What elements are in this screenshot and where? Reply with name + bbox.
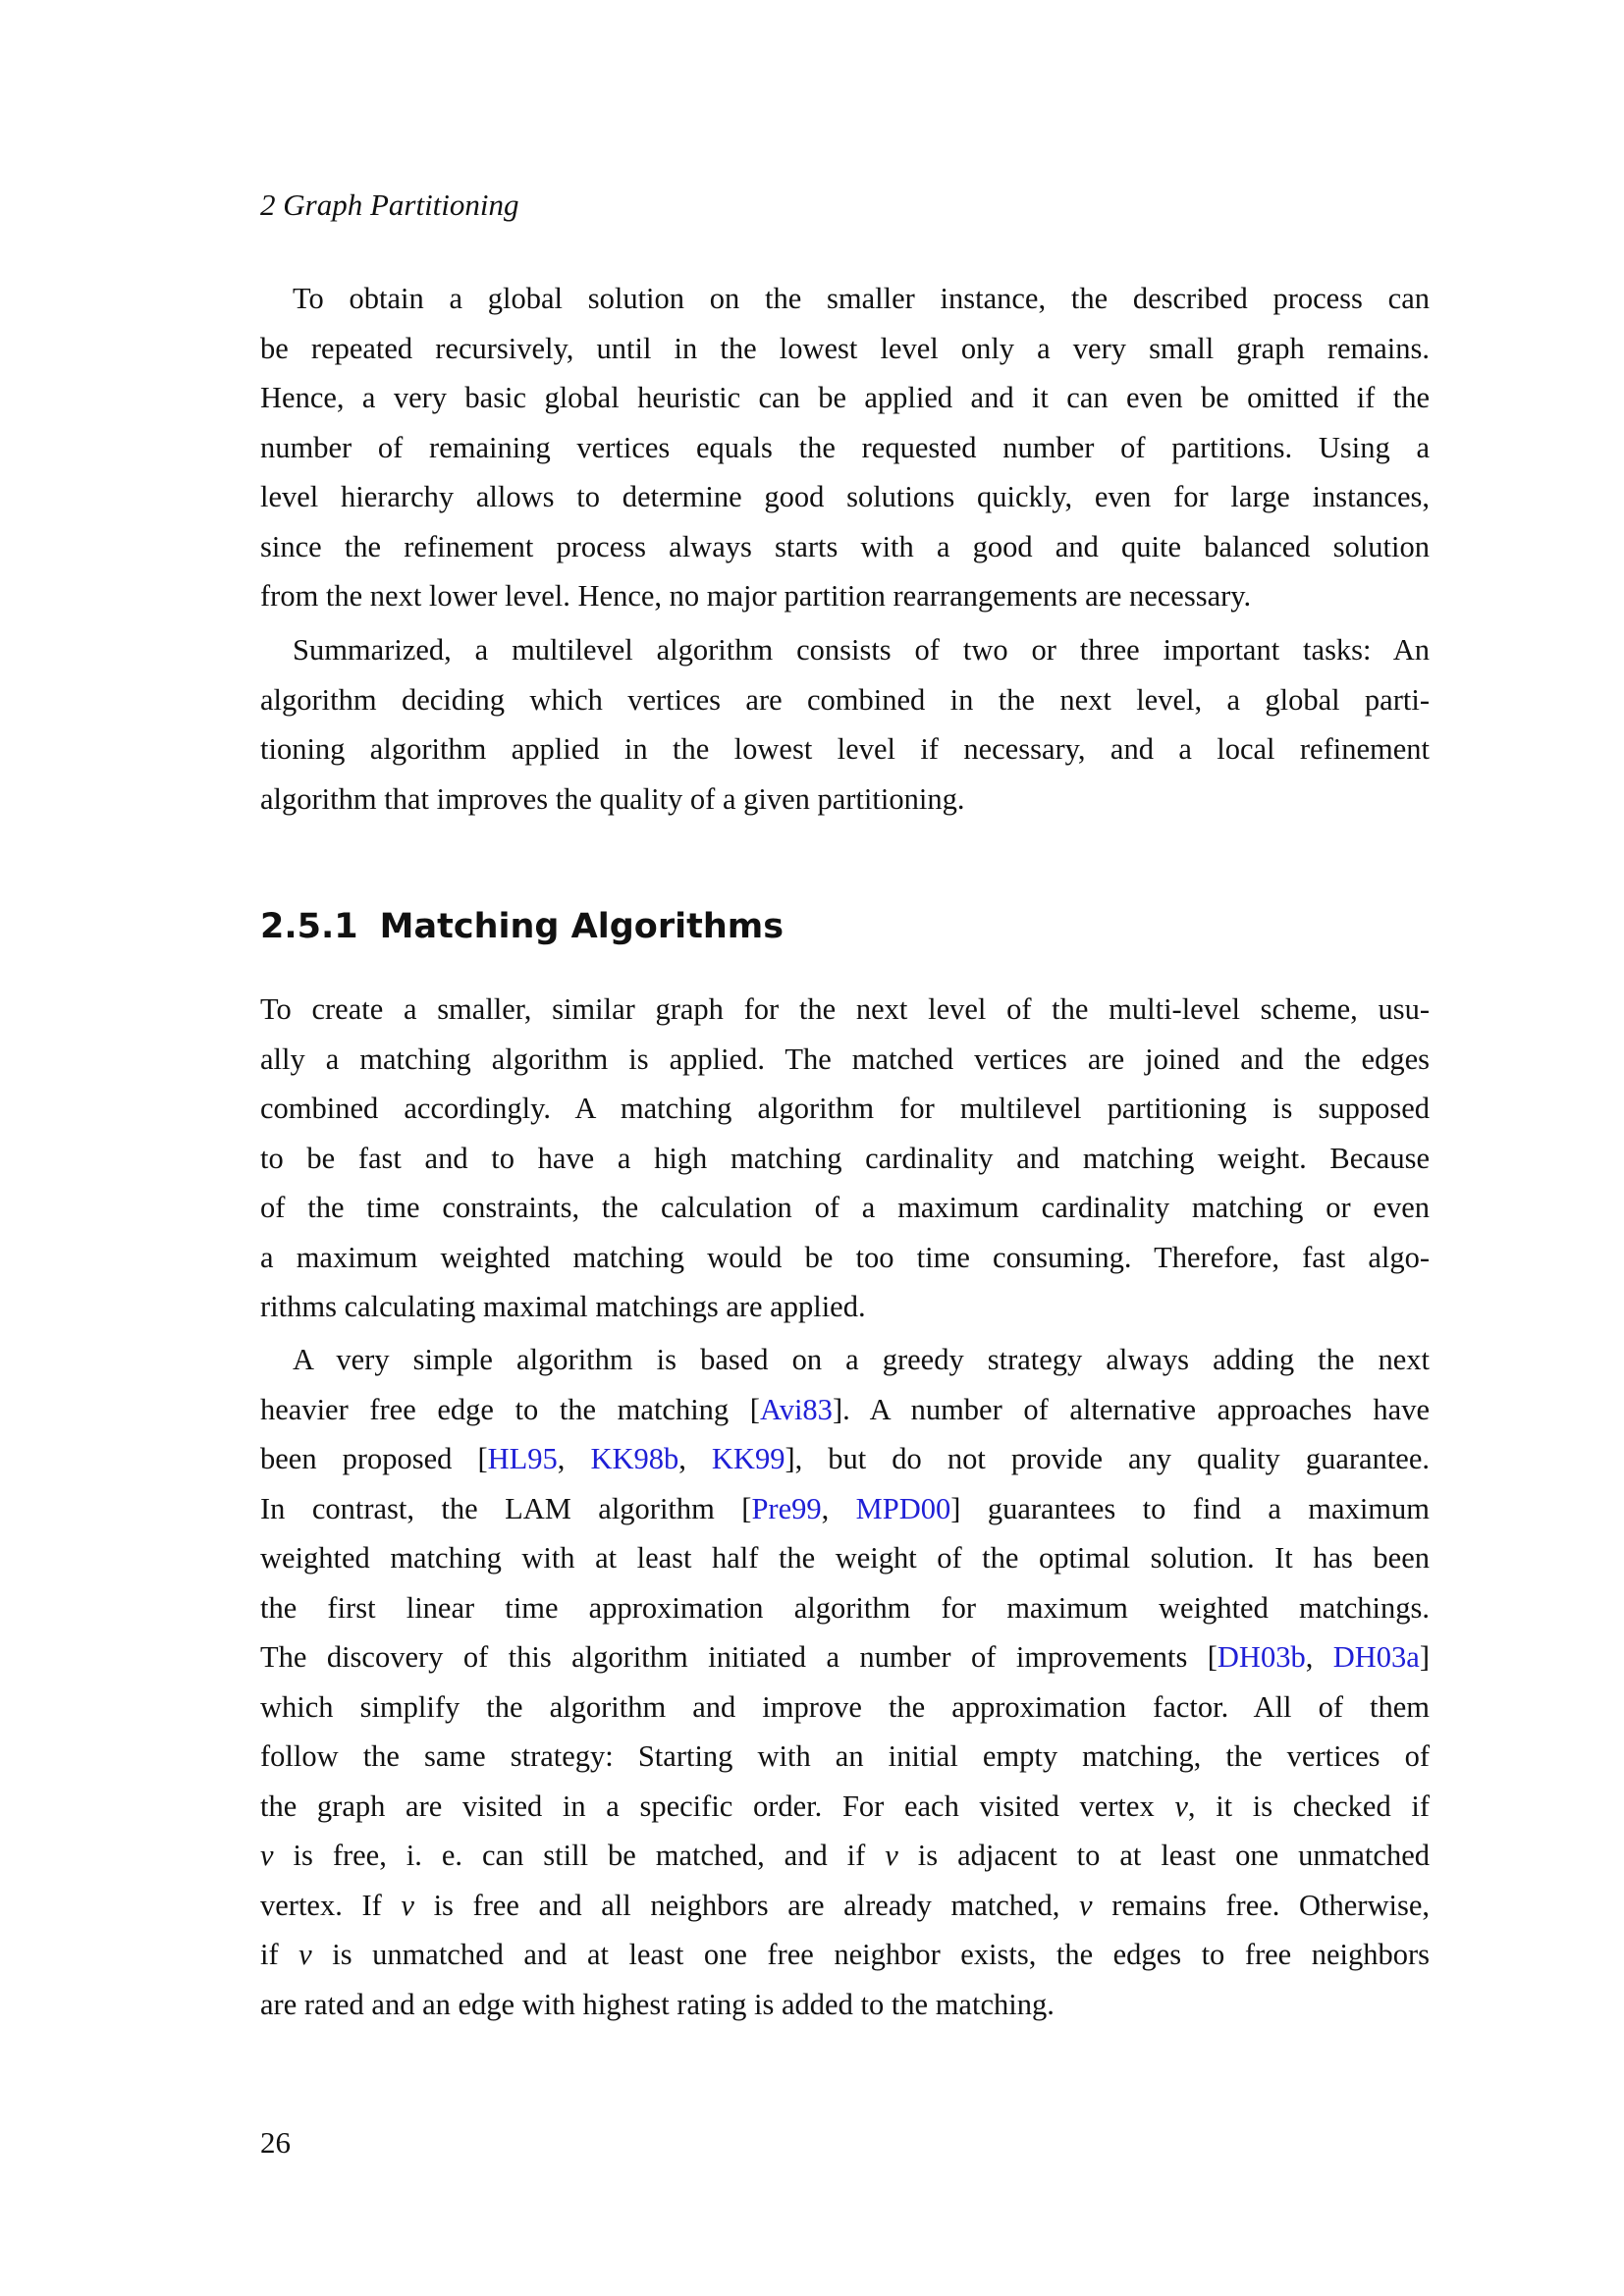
text-line [260,675,1430,725]
text-run: which simplify the algorithm and improve the approximation factor. All of them [260,1689,1430,1724]
text-line [260,985,1430,1035]
text-run: are rated and an edge with highest rating is added to the matching. [260,1987,1055,2021]
text-run: level hierarchy allows to determine good solutions quickly, even for large instances, [260,480,1430,513]
text-run: to be fast and to have a high matching cardinality and matching weight. Because [260,1141,1430,1175]
math-variable: v [260,1839,274,1872]
text-line [260,1484,1430,1534]
section-number: 2.5.1 [260,907,358,946]
text-run: , [678,1442,712,1475]
text-run: ], but do not provide any quality guarantee. [785,1442,1430,1475]
text-line [260,522,1430,572]
text-line [260,373,1430,423]
text-run: , [557,1442,591,1475]
text-line [260,1385,1430,1435]
text-run: To obtain a global solution on the smaller instance, the described process can [293,282,1430,315]
text-run: is unmatched and at least one free neighbor exists, the edges to free neighbors [311,1938,1431,1971]
text-run: is free and all neighbors are already matched, [413,1888,1080,1922]
text-line [260,625,1430,675]
citation-link[interactable]: HL95 [487,1442,558,1475]
paragraph-matching-intro [260,985,1430,1332]
text-run: ] guarantees to find a maximum [950,1491,1430,1525]
text-run: tioning algorithm applied in the lowest level if necessary, and a local refinement [260,732,1430,766]
text-line [260,1335,1430,1385]
text-run: of the time constraints, the calculation of a maximum cardinality matching or even [260,1191,1430,1224]
text-run: is free, i. e. can still be matched, and if [273,1839,886,1872]
citation-link[interactable]: Pre99 [751,1491,822,1525]
text-run: In contrast, the LAM algorithm [ [260,1491,752,1525]
text-line [260,1881,1430,1931]
text-run: algorithm deciding which vertices are combined in the next level, a global parti- [260,682,1430,717]
text-line [260,1930,1430,1980]
citation-link[interactable]: KK99 [711,1442,785,1475]
text-line [260,1632,1430,1682]
text-line [260,1831,1430,1881]
math-variable: v [885,1839,898,1872]
citation-link[interactable]: KK98b [590,1442,679,1475]
text-line [260,1533,1430,1583]
text-run: ally a matching algorithm is applied. The matched vertices are joined and the edges [260,1041,1430,1076]
paragraph-multilevel-recursion [260,274,1430,621]
text-run: if [260,1938,299,1971]
text-run: the graph are visited in a specific order. For each visited vertex [260,1789,1175,1823]
text-line [260,571,1430,621]
text-run: , [1305,1640,1333,1674]
text-run: since the refinement process always starts with a good and quite balanced solution [260,529,1430,563]
text-run: been proposed [ [260,1442,488,1475]
page-number: 26 [260,2125,291,2160]
text-run: heavier free edge to the matching [ [260,1392,760,1426]
text-run: number of remaining vertices equals the requested number of partitions. Using a [260,430,1430,464]
text-line [260,1782,1430,1832]
text-line [260,774,1430,825]
text-run: ]. A number of alternative approaches have [832,1392,1430,1426]
citation-link[interactable]: Avi83 [759,1392,833,1426]
citation-link[interactable]: DH03b [1217,1640,1306,1674]
text-line [260,274,1430,324]
citation-link[interactable]: MPD00 [855,1491,951,1525]
text-line [260,1183,1430,1233]
text-run: follow the same strategy: Starting with an initial empty matching, the vertices of [260,1739,1430,1773]
text-run: a maximum weighted matching would be too time consuming. Therefore, fast algo- [260,1240,1430,1274]
text-run: The discovery of this algorithm initiated a number of improvements [ [260,1640,1218,1674]
text-run: , it is checked if [1187,1789,1430,1823]
text-line [260,1583,1430,1633]
math-variable: v [401,1888,414,1922]
text-line [260,1084,1430,1134]
text-run: vertex. If [260,1888,402,1922]
text-line [260,724,1430,774]
section-title: Matching Algorithms [379,907,785,946]
text-run: from the next lower level. Hence, no major partition rearrangements are necessary. [260,579,1252,613]
text-line [260,1980,1430,2030]
text-run: rithms calculating maximal matchings are applied. [260,1290,866,1323]
paragraph-matching-approaches [260,1335,1430,2029]
math-variable: v [1079,1888,1093,1922]
math-variable: v [298,1938,312,1971]
text-run: combined accordingly. A matching algorithm for multilevel partitioning is supposed [260,1092,1430,1125]
text-line [260,423,1430,473]
text-line [260,1282,1430,1332]
text-line [260,1682,1430,1733]
text-run: is adjacent to at least one unmatched [897,1839,1430,1872]
math-variable: v [1174,1789,1188,1823]
text-line [260,1134,1430,1184]
text-run: Summarized, a multilevel algorithm consists of two or three important tasks: An [293,633,1430,667]
citation-link[interactable]: DH03a [1332,1640,1420,1674]
text-line [260,1233,1430,1283]
text-line [260,1732,1430,1782]
text-run: A very simple algorithm is based on a greedy strategy always adding the next [293,1343,1430,1376]
text-line [260,1434,1430,1484]
section-heading [260,902,784,951]
text-run: To create a smaller, similar graph for the next level of the multi-level scheme, usu- [260,992,1430,1026]
text-run: ] [1419,1640,1431,1674]
text-run: Hence, a very basic global heuristic can be applied and it can even be omitted if the [260,381,1430,414]
text-line [260,1035,1430,1085]
running-head: 2 Graph Partitioning [260,187,519,222]
text-run: algorithm that improves the quality of a given partitioning. [260,781,965,816]
text-line [260,324,1430,374]
text-line [260,472,1430,522]
text-run: be repeated recursively, until in the lowest level only a very small graph remains. [260,331,1430,365]
text-run: remains free. Otherwise, [1092,1888,1430,1922]
text-run: weighted matching with at least half the weight of the optimal solution. It has been [260,1541,1430,1575]
paragraph-multilevel-summary [260,625,1430,824]
text-run: the first linear time approximation algorithm for maximum weighted matchings. [260,1590,1430,1625]
text-run: , [821,1491,856,1525]
